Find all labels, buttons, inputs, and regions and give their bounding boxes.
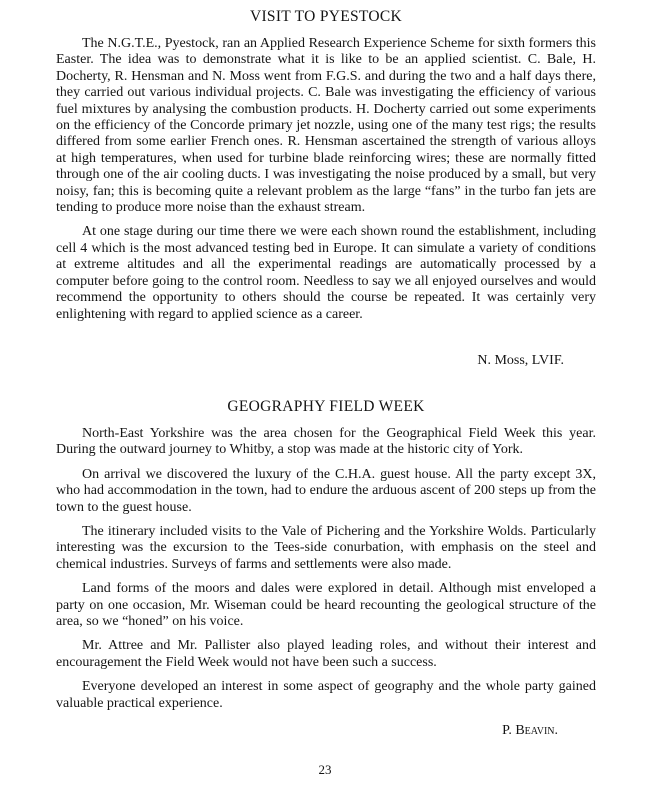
signature-beavin: P. Beavin. (502, 723, 558, 738)
page-number: 23 (318, 762, 332, 777)
paragraph: Everyone developed an interest in some aspect of geography and the whole party gained valuable practical experience. (56, 679, 596, 711)
signature-moss: N. Moss, LVIF. (477, 353, 564, 368)
section-title-geography: GEOGRAPHY FIELD WEEK (227, 398, 425, 415)
paragraph: The itinerary included visits to the Vale of Pichering and the Yorkshire Wolds. Particularly interesting was the excursion to the Tees-side conurbation, with emphasis on the steel and chemical industries. Surveys of farms and settlements were also made. (56, 524, 596, 572)
paragraph: Mr. Attree and Mr. Pallister also played leading roles, and without their interest and encouragement the Field Week would not have been such a success. (56, 638, 596, 670)
section-body-pyestock (56, 36, 596, 323)
paragraph: North-East Yorkshire was the area chosen for the Geographical Field Week this year. During the outward journey to Whitby, a stop was made at the historic city of York. (56, 426, 596, 458)
section-title-pyestock: VISIT TO PYESTOCK (249, 8, 403, 25)
paragraph: The N.G.T.E., Pyestock, ran an Applied Research Experience Scheme for sixth formers this Easter. The idea was to demonstrate what it is like to be an applied scientist. C. Bale, H. Docherty, R. Hensman and N. Moss went from F.G.S. and during the two and a half days there, they carried out various individual projects. C. Bale was investigating the efficiency of various fuel mixtures by analysing the combustion products. H. Docherty carried out some experiments on the efficiency of the Concorde primary jet nozzle, using one of the many test rigs; the results differed from some earlier French ones. R. Hensman ascertained the strength of various alloys at high temperatures, when used for turbine blade reinforcing wires; these are normally fitted through one of the air cooling ducts. I was investigating the noise produced by a small, but very noisy, fan; this is becoming quite a relevant problem as the large “fans” in the turbo fan jets are tending to produce more noise than the exhaust stream. (56, 36, 596, 216)
paragraph: Land forms of the moors and dales were explored in detail. Although mist enveloped a party on one occasion, Mr. Wiseman could be heard recounting the geological structure of the area, so we “honed” on his voice. (56, 581, 596, 630)
paragraph: At one stage during our time there we were each shown round the establishment, including cell 4 which is the most advanced testing bed in Europe. It can simulate a variety of conditions at extreme altitudes and all the experimental readings are automatically processed by a computer before going to the control room. Needless to say we all enjoyed ourselves and would recommend the opportunity to others should the course be repeated. It was certainly very enlightening with regard to applied science as a career. (56, 224, 596, 322)
section-body-geography (56, 426, 596, 712)
paragraph: On arrival we discovered the luxury of the C.H.A. guest house. All the party except 3X, who had accommodation in the town, had to endure the arduous ascent of 200 steps up from the town to the guest house. (56, 466, 596, 515)
